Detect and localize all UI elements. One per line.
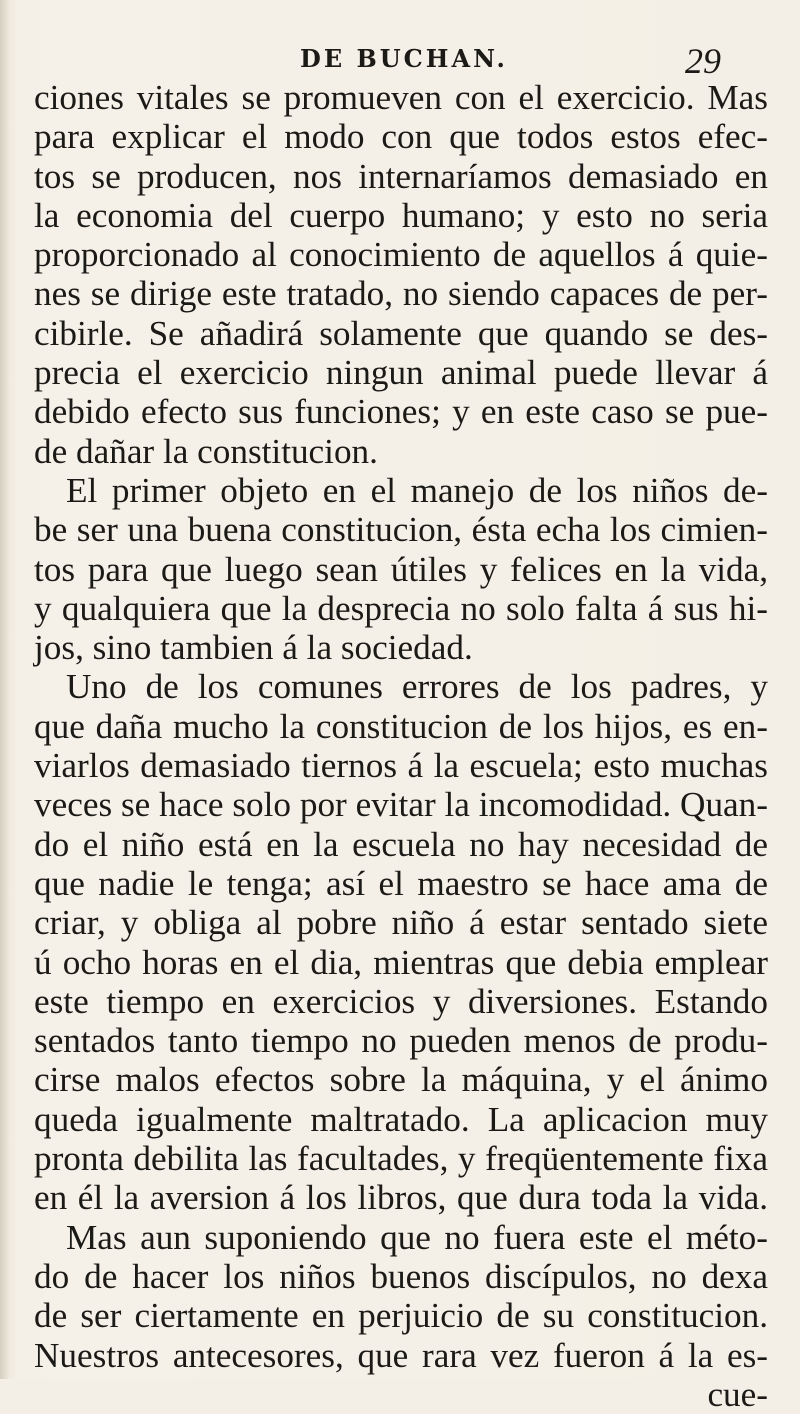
text-line: y qualquiera que la desprecia no solo falta á sus hi- <box>34 588 768 628</box>
text-line: tos se producen, nos internaríamos demasiado en <box>34 156 768 196</box>
catchword: cue- <box>707 1374 768 1414</box>
text-line: la economia del cuerpo humano; y esto no seria <box>34 195 768 235</box>
text-line: que daña mucho la constitucion de los hijos, es en- <box>34 706 768 746</box>
text-line: cibirle. Se añadirá solamente que quando se des- <box>34 313 768 353</box>
text-line: do el niño está en la escuela no hay necesidad de <box>34 824 768 864</box>
text-line: do de hacer los niños buenos discípulos, no dexa <box>34 1256 768 1296</box>
text-line: queda igualmente maltratado. La aplicacion muy <box>34 1099 768 1139</box>
text-line: debido efecto sus funciones; y en este caso se pue- <box>34 392 768 432</box>
text-line: cirse malos efectos sobre la máquina, y el ánimo <box>34 1060 768 1100</box>
text-line: de ser ciertamente en perjuicio de su constitucion. <box>34 1296 768 1336</box>
text-line: El primer objeto en el manejo de los niños de- <box>66 470 768 510</box>
text-line: precia el exercicio ningun animal puede llevar á <box>34 353 768 393</box>
text-line: viarlos demasiado tiernos á la escuela; esto muchas <box>34 746 768 786</box>
page-number: 29 <box>685 41 721 81</box>
text-line: proporcionado al conocimiento de aquellos á quie- <box>34 235 768 275</box>
running-head: DE BUCHAN. <box>300 44 508 73</box>
text-line: criar, y obliga al pobre niño á estar sentado siete <box>34 903 768 943</box>
text-line: veces se hace solo por evitar la incomodidad. Quan- <box>34 785 768 825</box>
text-line: ciones vitales se promueven con el exercicio. Mas <box>34 78 768 117</box>
text-line: para explicar el modo con que todos estos efec- <box>34 117 768 157</box>
text-line: en él la aversion á los libros, que dura toda la vida. <box>34 1178 768 1218</box>
text-line: Mas aun suponiendo que no fuera este el méto- <box>66 1217 768 1257</box>
text-line: ú ocho horas en el dia, mientras que debia emplear <box>34 942 768 982</box>
text-line: Nuestros antecesores, que rara vez fueron á la es- <box>34 1335 768 1375</box>
text-line: de dañar la constitucion. <box>34 431 378 471</box>
text-line: nes se dirige este tratado, no siendo capaces de per- <box>34 274 768 314</box>
body-text <box>34 78 768 1414</box>
text-line: sentados tanto tiempo no pueden menos de produ- <box>34 1021 768 1061</box>
text-line: tos para que luego sean útiles y felices en la vida, <box>34 549 768 589</box>
text-line: jos, sino tambien á la sociedad. <box>34 628 473 668</box>
text-line: pronta debilita las facultades, y freqüentemente fixa <box>34 1139 768 1179</box>
text-line: este tiempo en exercicios y diversiones. Estando <box>34 981 768 1021</box>
text-line: que nadie le tenga; así el maestro se hace ama de <box>34 863 768 903</box>
text-line: be ser una buena constitucion, ésta echa los cimien- <box>34 510 768 550</box>
page-gutter-shadow <box>0 0 10 1379</box>
text-line: Uno de los comunes errores de los padres, y <box>66 667 768 707</box>
